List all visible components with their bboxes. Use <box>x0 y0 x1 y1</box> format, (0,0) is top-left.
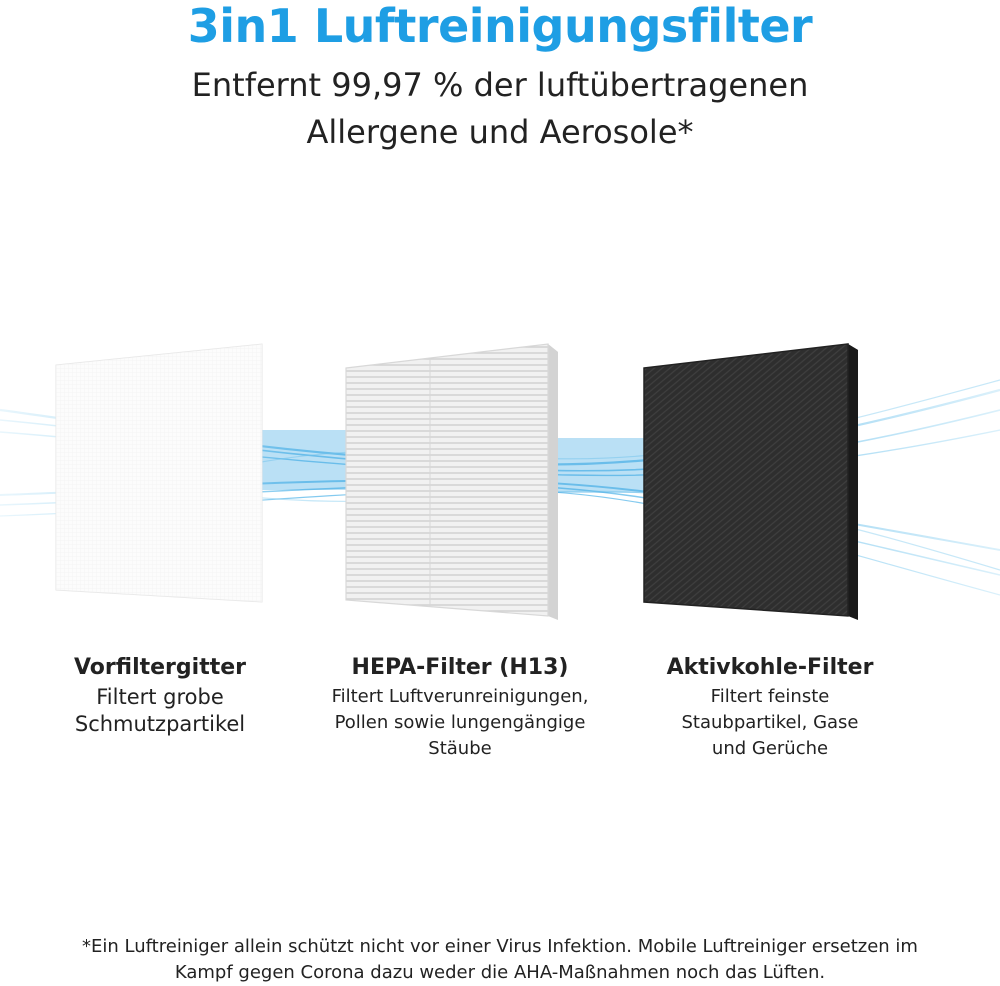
subtitle-line-2: Allergene und Aerosole* <box>306 113 694 151</box>
filter-caption-carbon <box>630 652 910 762</box>
filter-illustration <box>0 320 1000 650</box>
filter-caption-prefilter <box>40 652 280 738</box>
filter-heading: Vorfiltergitter <box>73 655 246 680</box>
filter-desc-line: Stäube <box>428 738 492 759</box>
filter-desc-line: Filtert grobe <box>96 685 224 709</box>
filter-caption-hepa <box>290 652 630 762</box>
filter-desc-line: Staubpartikel, Gase <box>681 712 859 733</box>
filter-desc-line: und Gerüche <box>711 738 829 759</box>
filter-desc-line: Schmutzpartikel <box>74 712 246 736</box>
filter-heading: Aktivkohle-Filter <box>666 655 874 680</box>
disclaimer-footnote <box>0 934 1000 986</box>
filter-desc-line: Filtert Luftverunreinigungen, <box>331 686 589 707</box>
footnote-line-1: *Ein Luftreiniger allein schützt nicht vor einer Virus Infektion. Mobile Luftreiniger ersetzen im <box>82 936 918 957</box>
prefilter-mesh-icon <box>56 344 262 602</box>
filter-desc-line: Pollen sowie lungengängige <box>334 712 586 733</box>
carbon-filter-icon <box>644 344 858 620</box>
filter-illustration-svg <box>0 320 1000 650</box>
filter-heading: HEPA-Filter (H13) <box>351 655 569 680</box>
page-subtitle <box>0 62 1000 156</box>
page-title: 3in1 Luftreinigungsfilter <box>187 0 813 53</box>
subtitle-line-1: Entfernt 99,97 % der luftübertragenen <box>191 66 809 104</box>
footnote-line-2: Kampf gegen Corona dazu weder die AHA-Maßnahmen noch das Lüften. <box>174 962 826 983</box>
hepa-filter-icon <box>346 344 558 620</box>
filter-desc-line: Filtert feinste <box>710 686 830 707</box>
